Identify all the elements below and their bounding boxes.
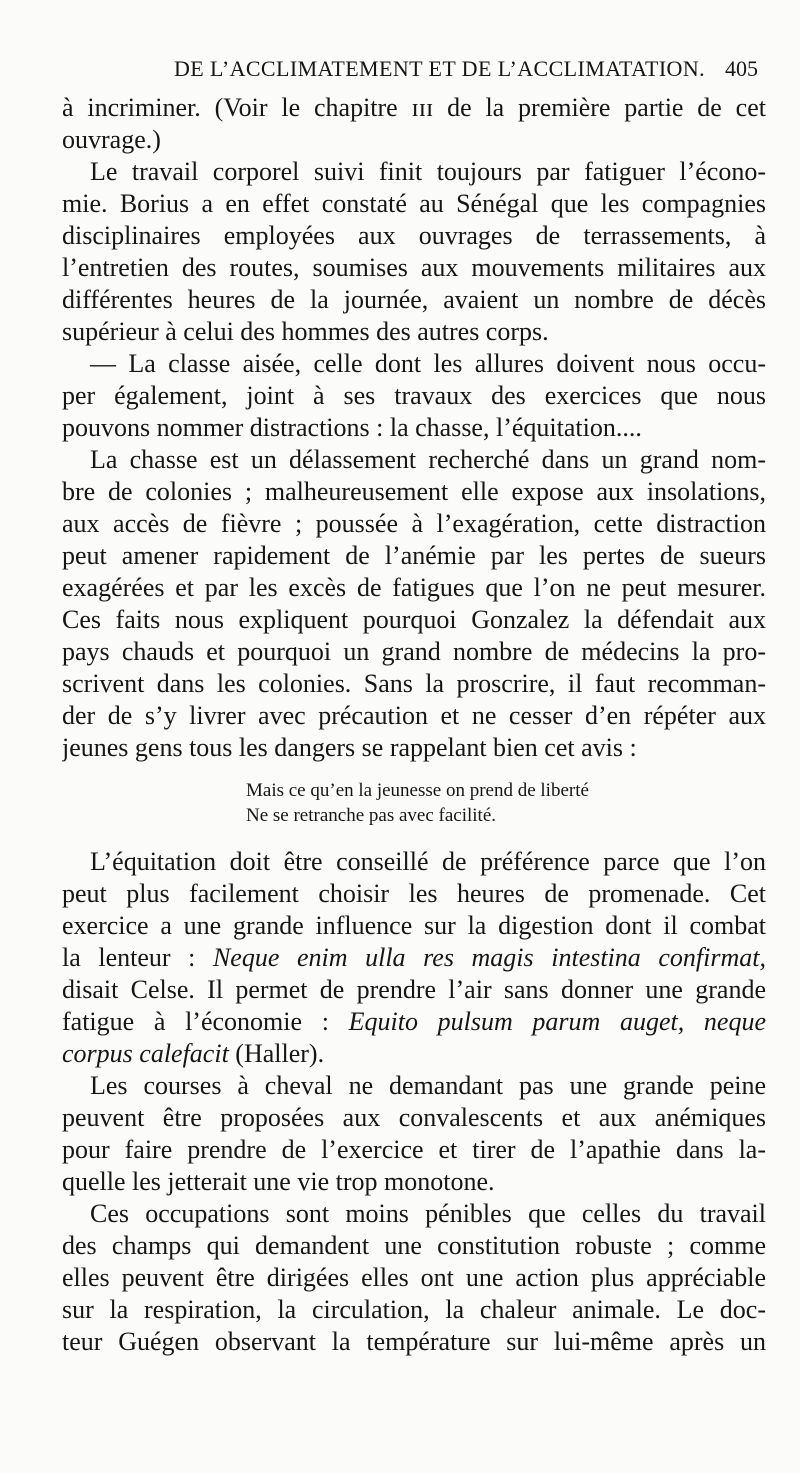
text-line <box>62 1006 766 1038</box>
page-number: 405 <box>725 56 758 81</box>
text-line: Les courses à cheval ne demandant pas une grande peine <box>90 1071 766 1100</box>
body-text <box>62 92 766 1358</box>
text-line: disait Celse. Il permet de prendre l’air sans donner une grande <box>62 975 766 1004</box>
text-line: — La classe aisée, celle dont les allures doivent nous occu- <box>90 349 766 378</box>
paragraph <box>62 92 766 156</box>
text-line <box>62 1038 766 1070</box>
text-segment: la lenteur : <box>62 943 213 972</box>
text-line: peuvent être proposées aux convalescents et aux anémiques <box>62 1103 766 1132</box>
text-line: der de s’y livrer avec précaution et ne cesser d’en répéter aux <box>62 701 766 730</box>
text-line: exagérées et par les excès de fatigues que l’on ne peut mesurer. <box>62 573 766 602</box>
verse-line: Mais ce qu’en la jeunesse on prend de liberté <box>246 780 589 801</box>
verse-line: Ne se retranche pas avec facilité. <box>246 805 497 826</box>
text-line: à incriminer. (Voir le chapitre ɪɪɪ de la première partie de cet <box>62 93 766 122</box>
paragraph <box>62 846 766 1070</box>
paragraph <box>62 1070 766 1198</box>
text-line: Ces occupations sont moins pénibles que celles du travail <box>90 1199 766 1228</box>
text-segment: (Haller). <box>228 1039 325 1068</box>
paragraph <box>62 156 766 348</box>
text-line: La chasse est un délassement recherché dans un grand nom- <box>90 445 766 474</box>
text-line: jeunes gens tous les dangers se rappelant bien cet avis : <box>62 733 637 762</box>
text-line: Ces faits nous expliquent pourquoi Gonzalez la défendait aux <box>62 605 766 634</box>
text-line: l’entretien des routes, soumises aux mouvements militaires aux <box>62 253 766 282</box>
paragraph <box>62 1198 766 1358</box>
text-line: quelle les jetterait une vie trop monotone. <box>62 1167 495 1196</box>
text-line: sur la respiration, la circulation, la chaleur animale. Le doc- <box>62 1295 766 1324</box>
text-line: elles peuvent être dirigées elles ont une action plus appréciable <box>62 1263 766 1292</box>
latin-quote: Neque enim ulla res magis intestina confirmat, <box>212 943 766 972</box>
text-line: per également, joint à ses travaux des exercices que nous <box>62 381 766 410</box>
text-line: peut plus facilement choisir les heures de promenade. Cet <box>62 879 766 908</box>
text-line: ouvrage.) <box>62 125 161 154</box>
page-header <box>62 56 760 90</box>
text-line: aux accès de fièvre ; poussée à l’exagération, cette distraction <box>62 509 766 538</box>
text-line: mie. Borius a en effet constaté au Sénégal que les compagnies <box>62 189 766 218</box>
paragraph <box>62 348 766 444</box>
text-line: disciplinaires employées aux ouvrages de terrassements, à <box>62 221 766 250</box>
text-line: pays chauds et pourquoi un grand nombre de médecins la pro- <box>62 637 766 666</box>
text-line: bre de colonies ; malheureusement elle expose aux insolations, <box>62 477 766 506</box>
latin-quote: corpus calefacit <box>62 1039 229 1068</box>
paragraph <box>62 444 766 764</box>
text-line: teur Guégen observant la température sur lui-même après un <box>62 1327 766 1356</box>
latin-quote: Equito pulsum parum auget, neque <box>348 1007 766 1036</box>
text-segment: fatigue à l’économie : <box>62 1007 349 1036</box>
text-line: pour faire prendre de l’exercice et tirer de l’apathie dans la- <box>62 1135 766 1164</box>
text-line: L’équitation doit être conseillé de préférence parce que l’on <box>90 847 766 876</box>
text-line: supérieur à celui des hommes des autres corps. <box>62 317 549 346</box>
text-line: peut amener rapidement de l’anémie par les pertes de sueurs <box>62 541 766 570</box>
text-line: scrivent dans les colonies. Sans la proscrire, il faut recomman- <box>62 669 766 698</box>
text-line: des champs qui demandent une constitution robuste ; comme <box>62 1231 766 1260</box>
text-line <box>62 942 766 974</box>
verse-quote <box>246 778 766 828</box>
text-line: exercice a une grande influence sur la digestion dont il combat <box>62 911 766 940</box>
running-title: DE L’ACCLIMATEMENT ET DE L’ACCLIMATATION. <box>174 56 706 81</box>
text-line: pouvons nommer distractions : la chasse, l’équitation.... <box>62 413 642 442</box>
text-line: différentes heures de la journée, avaient un nombre de décès <box>62 285 766 314</box>
text-line: Le travail corporel suivi finit toujours par fatiguer l’écono- <box>90 157 766 186</box>
